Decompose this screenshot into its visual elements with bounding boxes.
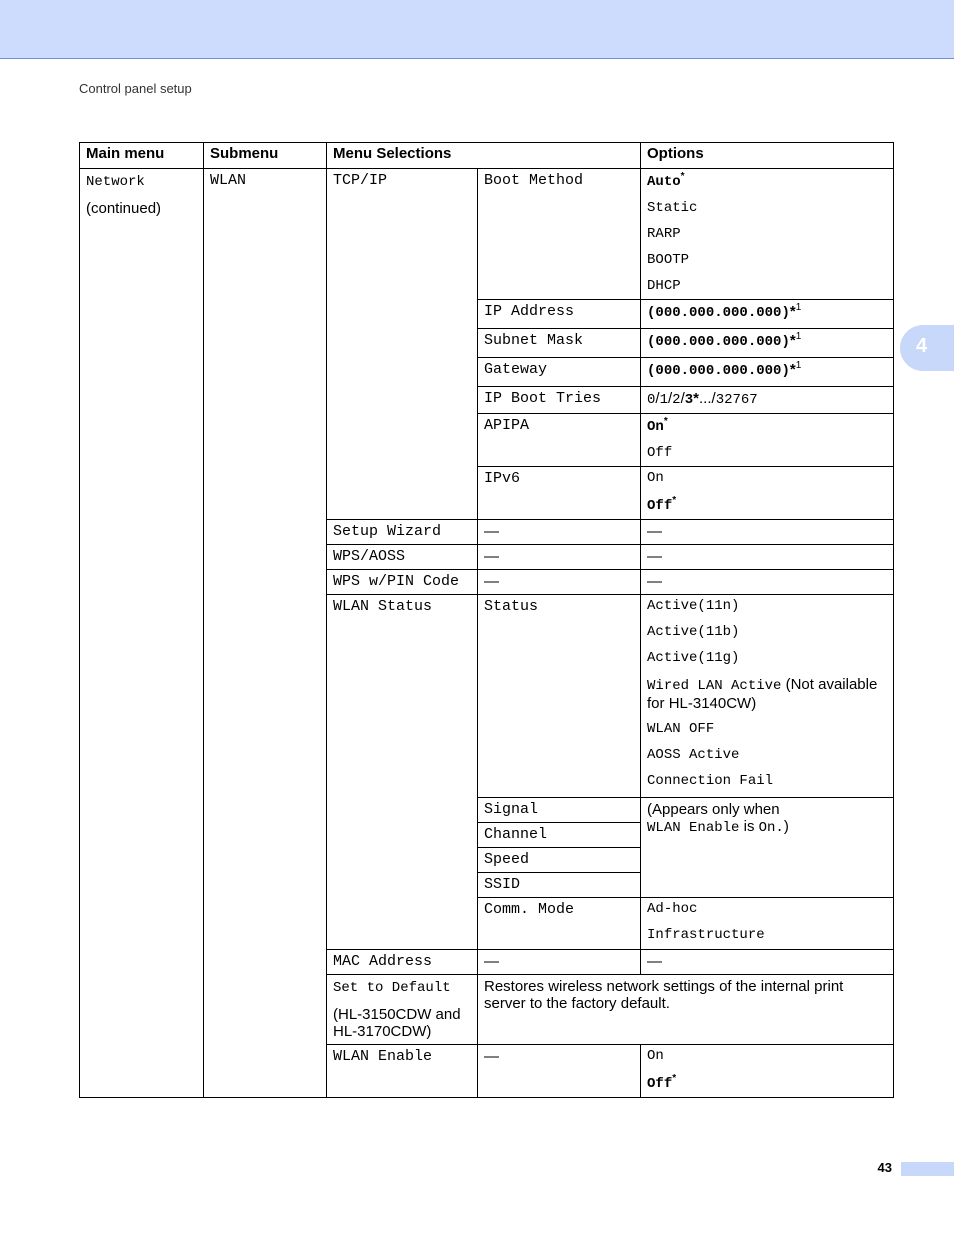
option: AOSS Active: [647, 747, 740, 763]
footnote-ref: 1: [795, 360, 802, 371]
option: Static: [647, 200, 698, 216]
subnet-mask-value-cell: [641, 329, 894, 358]
separator: /: [680, 390, 685, 407]
option-default: Off: [647, 498, 673, 514]
header-row: [80, 143, 894, 169]
dash-cell: —: [478, 570, 641, 595]
option: On: [647, 470, 664, 486]
set-to-default-cell: [327, 975, 478, 1045]
option: On: [647, 1048, 664, 1064]
ip-boot-tries-options: [641, 387, 894, 414]
main-menu-name: Network: [86, 174, 145, 190]
appears-note-cell: [641, 798, 894, 898]
default-mark: *: [789, 303, 796, 320]
ip-boot-tries-cell: IP Boot Tries: [478, 387, 641, 414]
separator: /: [668, 390, 673, 407]
tcpip-cell: TCP/IP: [327, 169, 478, 520]
option-default: Auto: [647, 174, 681, 190]
channel-cell: Channel: [478, 823, 641, 848]
ip-address-value-cell: [641, 300, 894, 329]
dash-cell: —: [641, 950, 894, 975]
option: Infrastructure: [647, 927, 765, 943]
option-note: (Not available for HL-3140CW): [647, 676, 878, 712]
dash-cell: —: [478, 1045, 641, 1098]
option: Connection Fail: [647, 773, 774, 789]
wps-pin-cell: WPS w/PIN Code: [327, 570, 478, 595]
separator: /: [711, 390, 716, 407]
section-title: Control panel setup: [79, 81, 192, 96]
table-row: [80, 169, 894, 300]
comm-mode-options: [641, 898, 894, 950]
option-default: Off: [647, 1076, 673, 1092]
ellipsis: ...: [699, 390, 712, 407]
header-band: [0, 0, 954, 59]
default-mark: *: [672, 495, 677, 506]
menu-table: [79, 142, 894, 1098]
set-to-default-description: Restores wireless network settings of the internal print server to the factory default.: [478, 975, 894, 1045]
boot-method-cell: Boot Method: [478, 169, 641, 300]
ip-address-value: (000.000.000.000): [647, 305, 790, 321]
main-menu-note: (continued): [86, 200, 162, 217]
option: 2: [672, 392, 681, 408]
appears-note: (Appears only when: [647, 801, 780, 818]
setup-wizard-cell: Setup Wizard: [327, 520, 478, 545]
dash-cell: —: [478, 545, 641, 570]
default-mark: *: [693, 390, 699, 407]
option: BOOTP: [647, 252, 690, 268]
footnote-ref: 1: [795, 302, 802, 313]
status-cell: Status: [478, 595, 641, 798]
option: 1: [659, 392, 668, 408]
default-mark: *: [672, 1073, 677, 1084]
option: 0: [647, 392, 656, 408]
option: DHCP: [647, 278, 681, 294]
wlan-enable-options: [641, 1045, 894, 1098]
option: Ad-hoc: [647, 901, 698, 917]
dash-cell: —: [641, 520, 894, 545]
signal-cell: Signal: [478, 798, 641, 823]
default-mark: *: [789, 361, 796, 378]
chapter-tab: [900, 325, 954, 371]
appears-note-code: WLAN Enable: [647, 820, 740, 836]
appears-note-on: On.: [758, 820, 784, 836]
col-main-menu: Main menu: [80, 143, 204, 169]
dash-cell: —: [641, 545, 894, 570]
mac-address-cell: MAC Address: [327, 950, 478, 975]
footer-band: [901, 1162, 954, 1176]
option: Active(11n): [647, 598, 740, 614]
wlan-status-cell: WLAN Status: [327, 595, 478, 950]
subnet-mask-cell: Subnet Mask: [478, 329, 641, 358]
default-mark: *: [680, 171, 685, 182]
gateway-value: (000.000.000.000): [647, 363, 790, 379]
dash-cell: —: [478, 950, 641, 975]
appears-note-is: is: [743, 818, 755, 835]
option: Active(11b): [647, 624, 740, 640]
apipa-options: [641, 414, 894, 467]
boot-method-options: [641, 169, 894, 300]
wlan-enable-cell: WLAN Enable: [327, 1045, 478, 1098]
speed-cell: Speed: [478, 848, 641, 873]
dash-cell: —: [641, 570, 894, 595]
apipa-cell: APIPA: [478, 414, 641, 467]
subnet-mask-value: (000.000.000.000): [647, 334, 790, 350]
page-number: 43: [877, 1160, 892, 1175]
option-default: 3: [684, 392, 694, 408]
option: Active(11g): [647, 650, 740, 666]
option: 32767: [715, 392, 758, 408]
chapter-number: 4: [916, 335, 928, 357]
col-options: Options: [641, 143, 894, 169]
default-mark: *: [663, 416, 668, 427]
option: Off: [647, 445, 673, 461]
ipv6-cell: IPv6: [478, 467, 641, 520]
gateway-cell: Gateway: [478, 358, 641, 387]
separator: /: [655, 390, 660, 407]
wps-aoss-cell: WPS/AOSS: [327, 545, 478, 570]
status-options: [641, 595, 894, 798]
dash-cell: —: [478, 520, 641, 545]
gateway-value-cell: [641, 358, 894, 387]
submenu-cell: WLAN: [204, 169, 327, 1098]
main-menu-cell: [80, 169, 204, 1098]
set-to-default-label: Set to Default: [333, 980, 451, 996]
appears-note-close: ): [783, 818, 789, 835]
ip-address-cell: IP Address: [478, 300, 641, 329]
set-to-default-models: (HL-3150CDW and HL-3170CDW): [333, 1006, 461, 1040]
option-default: On: [647, 419, 664, 435]
col-menu-selections: Menu Selections: [327, 143, 641, 169]
footnote-ref: 1: [795, 331, 802, 342]
ssid-cell: SSID: [478, 873, 641, 898]
default-mark: *: [789, 332, 796, 349]
option: RARP: [647, 226, 681, 242]
comm-mode-cell: Comm. Mode: [478, 898, 641, 950]
option: Wired LAN Active: [647, 678, 782, 694]
option: WLAN OFF: [647, 721, 715, 737]
col-submenu: Submenu: [204, 143, 327, 169]
ipv6-options: [641, 467, 894, 520]
